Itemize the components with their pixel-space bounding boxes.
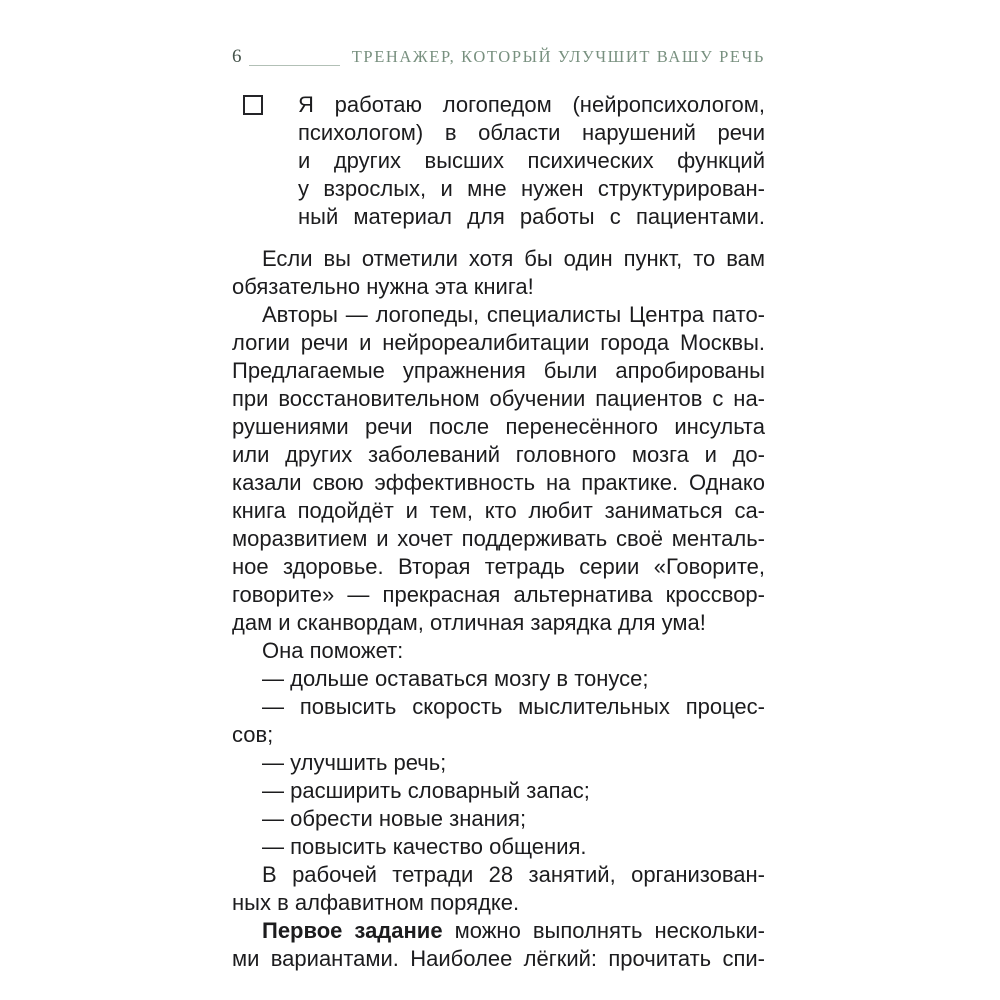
text-line: ное здоровье. Вторая тетрадь серии «Говорите, <box>232 554 765 579</box>
page-content <box>232 46 765 973</box>
header-rule <box>249 65 340 66</box>
running-title: ТРЕНАЖЕР, КОТОРЫЙ УЛУЧШИТ ВАШУ РЕЧЬ <box>351 47 765 66</box>
text-line: Предлагаемые упражнения были апробированы <box>232 358 765 383</box>
text-line: книга подойдёт и тем, кто любит заниматься са- <box>232 498 765 523</box>
text-line: В рабочей тетради 28 занятий, организован- <box>262 862 765 887</box>
text-line: ный материал для работы с пациентами. <box>298 204 765 229</box>
text-line: и других высших психических функций <box>298 148 765 173</box>
text-line: обязательно нужна эта книга! <box>232 274 534 299</box>
checklist-item <box>232 91 765 231</box>
text-line: — расширить словарный запас; <box>262 778 590 803</box>
checkbox-icon <box>243 95 263 115</box>
text-line: казали свою эффективность на практике. Однако <box>232 470 765 495</box>
text-line: или других заболеваний головного мозга и до- <box>232 442 765 467</box>
text-line: ных в алфавитном порядке. <box>232 890 520 915</box>
text-line: психологом) в области нарушений речи <box>298 120 765 145</box>
text-line: рушениями речи после перенесённого инсульта <box>232 414 765 439</box>
bold-text: Первое задание <box>262 918 443 943</box>
text-line: Авторы — логопеды, специалисты Центра пато- <box>262 302 765 327</box>
text-line: — повысить качество общения. <box>262 834 587 859</box>
text-line: ми вариантами. Наиболее лёгкий: прочитать спи- <box>232 946 765 971</box>
text-line: говорите» — прекрасная альтернатива кроссвор- <box>232 582 765 607</box>
body-text <box>232 245 765 973</box>
text-line: при восстановительном обучении пациентов с на- <box>232 386 765 411</box>
checklist-text <box>298 91 765 231</box>
text-line: Она поможет: <box>262 638 404 663</box>
text-line: Если вы отметили хотя бы один пункт, то вам <box>262 246 765 271</box>
text-line: логии речи и нейрореалибитации города Москвы. <box>232 330 765 355</box>
text-line: — обрести новые знания; <box>262 806 527 831</box>
text-line: моразвитием и хочет поддерживать своё менталь- <box>232 526 765 551</box>
text-line: — дольше оставаться мозгу в тонусе; <box>262 666 649 691</box>
text-line: — улучшить речь; <box>262 750 447 775</box>
text-line: у взрослых, и мне нужен структурирован- <box>298 176 765 201</box>
text-line: Я работаю логопедом (нейропсихологом, <box>298 92 765 117</box>
page-number: 6 <box>232 46 243 67</box>
text-line: дам и сканвордам, отличная зарядка для ума! <box>232 610 706 635</box>
text-line: сов; <box>232 722 274 747</box>
text-line: Первое задание можно выполнять нескольки- <box>262 918 766 943</box>
page-header <box>232 46 765 70</box>
text-line: — повысить скорость мыслительных процес- <box>262 694 765 719</box>
